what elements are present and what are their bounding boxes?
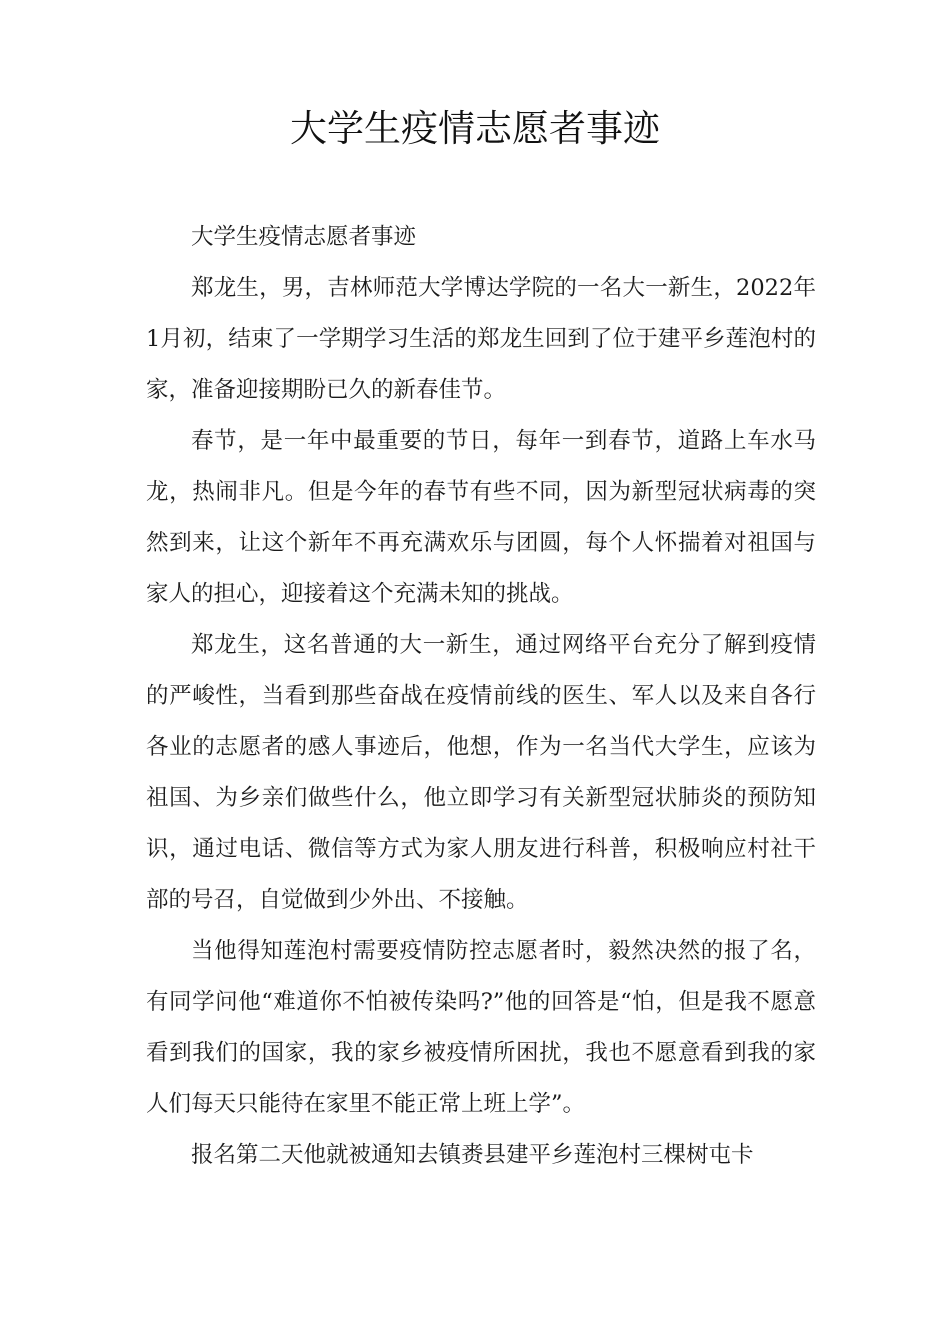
- document-title: 大学生疫情志愿者事迹: [290, 107, 660, 150]
- paragraph: 郑龙生，这名普通的大一新生，通过网络平台充分了解到疫情的严峻性，当看到那些奋战在疫情前线的医生、军人以及来自各行各业的志愿者的感人事迹后，他想，作为一名当代大学生，应该为祖国、为乡亲们做些什么，他立即学习有关新型冠状肺炎的预防知识，通过电话、微信等方式为家人朋友进行科普，积极响应村社干部的号召，自觉做到少外出、不接触。: [146, 632, 816, 913]
- paragraph-subtitle: 大学生疫情志愿者事迹: [191, 224, 417, 250]
- paragraph: 春节，是一年中最重要的节日，每年一到春节，道路上车水马龙，热闹非凡。但是今年的春节有些不同，因为新型冠状病毒的突然到来，让这个新年不再充满欢乐与团圆，每个人怀揣着对祖国与家人的担心，迎接着这个充满未知的挑战。: [146, 428, 816, 607]
- document-body: [146, 212, 816, 1181]
- paragraph: 报名第二天他就被通知去镇赉县建平乡莲泡村三棵树屯卡: [191, 1142, 754, 1168]
- paragraph: 郑龙生，男，吉林师范大学博达学院的一名大一新生，2022年1月初，结束了一学期学习生活的郑龙生回到了位于建平乡莲泡村的家，准备迎接期盼已久的新春佳节。: [146, 275, 816, 403]
- paragraph: 当他得知莲泡村需要疫情防控志愿者时，毅然决然的报了名，有同学问他“难道你不怕被传染吗?”他的回答是“怕，但是我不愿意看到我们的国家，我的家乡被疫情所困扰，我也不愿意看到我的家人们每天只能待在家里不能正常上班上学”。: [146, 938, 816, 1117]
